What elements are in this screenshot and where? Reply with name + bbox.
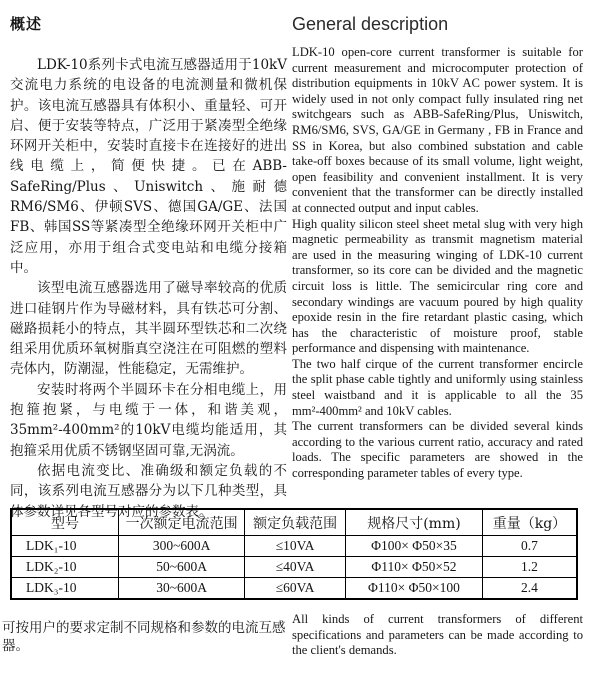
cell-load-range: ≤40VA: [245, 557, 346, 578]
chinese-paragraph-overview: LDK-10系列卡式电流互感器适用于10kV交流电力系统的电设备的电流测量和微机保护。该电流互感器具有体积小、重量轻、可开启、便于安装等特点，广泛用于紧凑型全绝缘环网开关柜中，安装时直接卡在连接好的进出线电缆上，简便快捷。已在ABB-SafeRing/Plus、Uniswitch、施耐德RM6/SM6、伊顿SVS、德国GA/GE、法国FB、韩国SS等紧凑型全绝缘环网开关柜中广泛应用，亦用于组合式变电站和电缆分接箱中。: [10, 57, 287, 276]
english-paragraph-installation: The two half cirque of the current transformer encircle the split phase cable tightly and uniformly using stainless steel waistband and it is applicable to all the 35 mm²-400mm² and 10kV cables.: [292, 356, 583, 418]
cell-weight: 1.2: [482, 557, 577, 578]
english-paragraph-core: High quality silicon steel sheet metal slug with very high magnetic permeability as transmit magnetism material are used in the measuring winging of LDK-10 current transformer, so its core can be divided and the magnetic circuit loss is little. The semicircular ring core and secondary windings are vacuum poured by high quality epoxide resin in the fire retardant plastic casing, which has the characteristic of moisture proof, stable performance and dispensing with maintenance.: [292, 216, 583, 356]
cell-load-range: ≤10VA: [245, 536, 346, 557]
col-header-rated-load-range: 额定负载范围: [245, 509, 346, 536]
cell-dimensions: Φ100× Φ50×35: [345, 536, 482, 557]
cell-load-range: ≤60VA: [245, 578, 346, 600]
cell-weight: 2.4: [482, 578, 577, 600]
table-row-ldk1: [11, 536, 577, 557]
footer-note-cn: 可按用户的要求定制不同规格和参数的电流互感器。: [2, 620, 286, 654]
cell-weight: 0.7: [482, 536, 577, 557]
footer-note-en: All kinds of current transformers of different specifications and parameters can be made according to the client's demands.: [292, 612, 583, 658]
cell-model: LDK₁-10: [11, 536, 119, 557]
spec-table-wrap: [10, 508, 578, 600]
english-paragraph-types: The current transformers can be divided several kinds according to the various current ratio, accuracy and rated loads. The specific parameters are showed in the corresponding parameter tables of every type.: [292, 419, 583, 481]
cell-model: LDK₂-10: [11, 557, 119, 578]
table-row-ldk3: [11, 578, 577, 600]
cell-dimensions: Φ110× Φ50×52: [345, 557, 482, 578]
col-header-weight: 重量（kg）: [482, 509, 577, 536]
chinese-paragraph-types: 依据电流变比、准确级和额定负载的不同，该系列电流互感器分为以下几种类型，具体参数详见各型号对应的参数表。: [10, 462, 287, 520]
col-header-dimensions: 规格尺寸(mm): [345, 509, 482, 536]
chinese-heading: 概述: [10, 15, 43, 33]
english-column: [292, 14, 583, 482]
english-heading: General description: [292, 14, 449, 34]
cell-current-range: 50~600A: [119, 557, 245, 578]
col-header-primary-current-range: 一次额定电流范围: [119, 509, 245, 536]
chinese-paragraph-core: 该型电流互感器选用了磁导率较高的优质进口硅钢片作为导磁材料，具有铁芯可分割、磁路损耗小的特点，其半圆环型铁芯和二次绕组采用优质环氧树脂真空浇注在可阻燃的塑料壳体内，防潮湿，性能稳定，无需维护。: [10, 280, 287, 378]
cell-current-range: 30~600A: [119, 578, 245, 600]
cell-current-range: 300~600A: [119, 536, 245, 557]
english-paragraph-overview: LDK-10 open-core current transformer is suitable for current measurement and microcomputer protection of distribution equipments in 10kV AC power system. It is widely used in not only compact fully insulated ring net switchgears such as ABB-SafeRing/Plus, Uniswitch, RM6/SM6, SVS, GA/GE in Germany , FB in France and SS in Korea, but also combined substation and cable take-off boxes because of its small volume, light weight, open feasibility and convenient installment. It is very convenient that the transformer can be directly installed at connected output and input cables.: [292, 45, 583, 215]
table-row-ldk2: [11, 557, 577, 578]
chinese-paragraph-installation: 安装时将两个半圆环卡在分相电缆上，用抱箍抱紧，与电缆于一体，和谐美观，35mm²-400mm²的10kV电缆均能适用，其抱箍采用优质不锈钢坚固可靠,无涡流。: [10, 381, 287, 459]
spec-table: [10, 508, 578, 600]
cell-model: LDK₃-10: [11, 578, 119, 600]
table-header-row: [11, 509, 577, 536]
cell-dimensions: Φ110× Φ50×100: [345, 578, 482, 600]
col-header-model: 型号: [11, 509, 119, 536]
chinese-column: [10, 14, 287, 522]
